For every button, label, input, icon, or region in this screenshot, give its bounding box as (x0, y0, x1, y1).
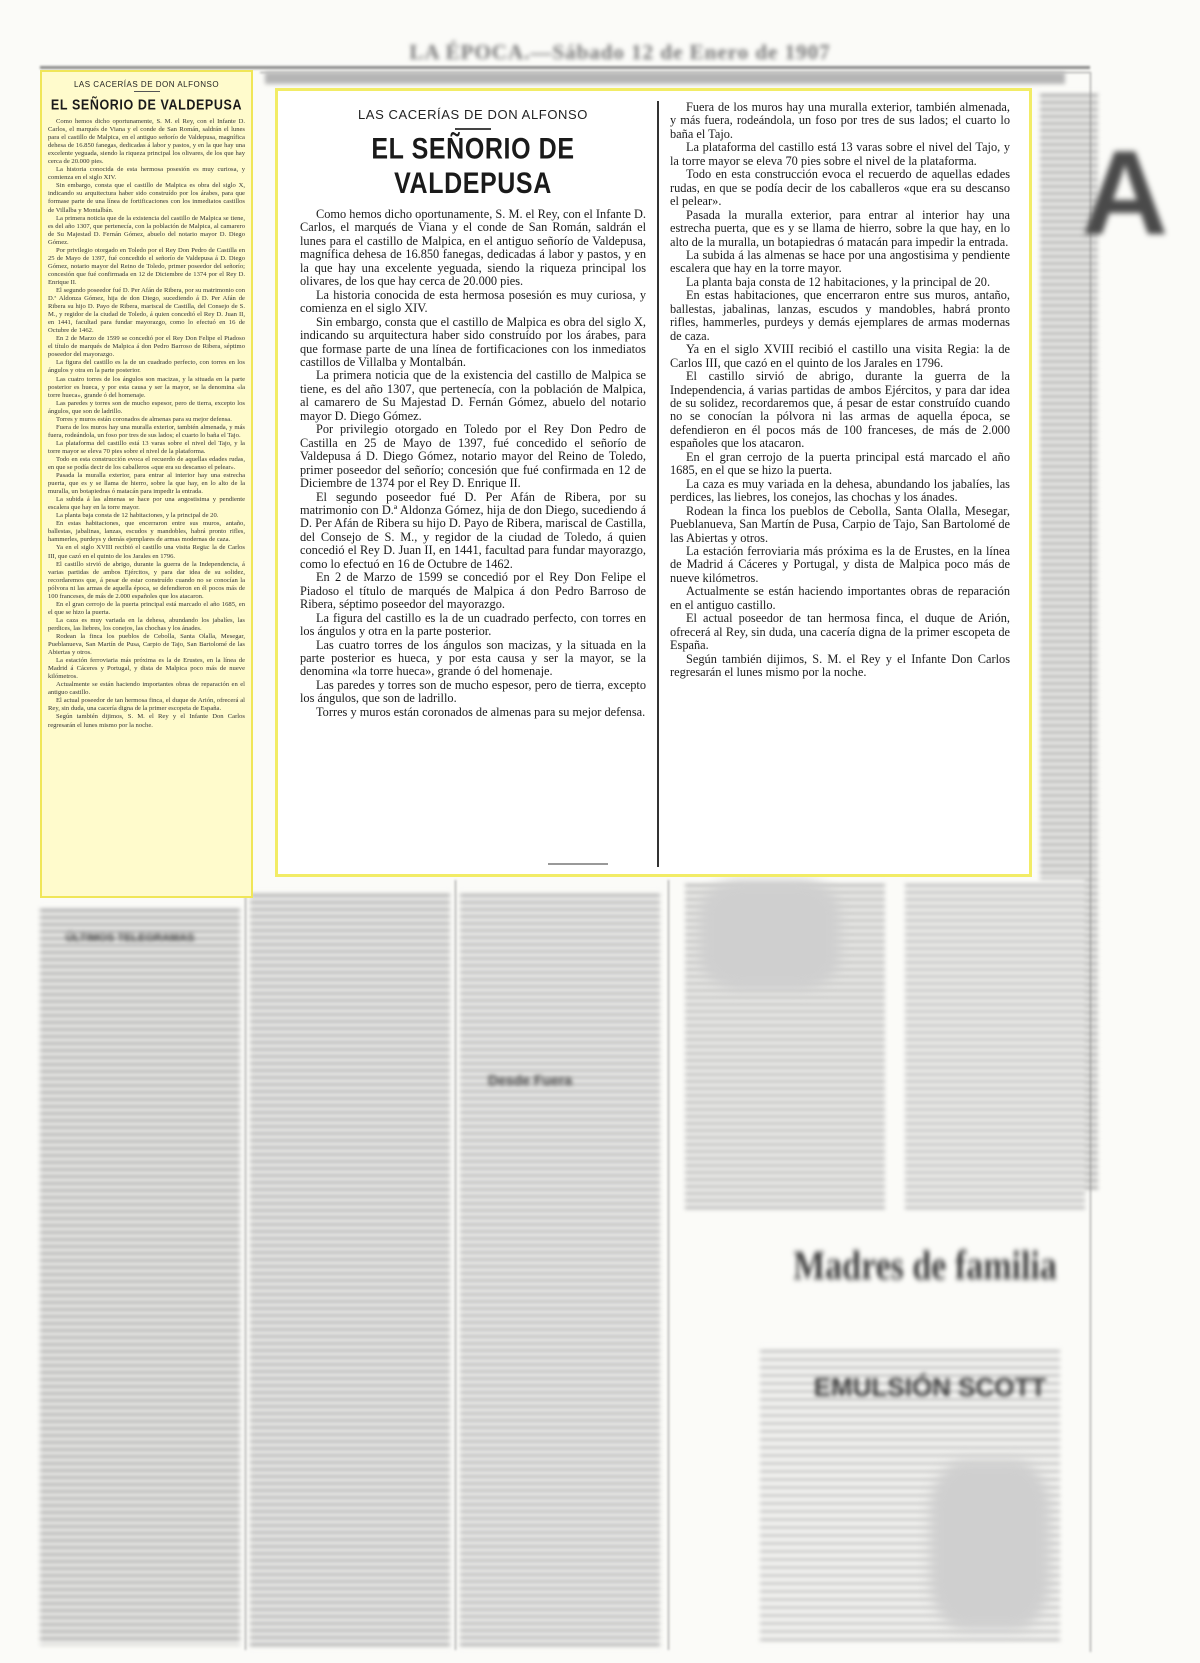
background-column (250, 890, 450, 1650)
column-divider (657, 101, 659, 867)
small-paragraph: En el gran cerrojo de la puerta principal está marcado el año 1685, en el que se hizo la puerta. (48, 600, 245, 616)
small-paragraph: Ya en el siglo XVIII recibió el castillo una visita Regia: la de Carlos III, que cazó en el quinto de los Jarales en 1796. (48, 544, 245, 560)
small-paragraph: La caza es muy variada en la dehesa, abundando los jabalíes, las perdices, las liebres, los conejos, las chochas y los ánades. (48, 616, 245, 632)
madres-heading: Madres de familia (793, 1244, 1057, 1289)
column-rule (668, 880, 669, 1650)
small-paragraph: Las paredes y torres son de mucho espesor, pero de tierra, excepto los ángulos, que son de ladrillo. (48, 399, 245, 415)
article-paragraph: Las cuatro torres de los ángulos son macizas, y la situada en la parte posterior es hueca, y por esta causa y ser la mayor, se la denomina «la torre hueca», grande ó del homenaje. (300, 637, 646, 679)
masthead-rule (40, 66, 1090, 69)
small-kicker: LAS CACERÍAS DE DON ALFONSO (73, 80, 220, 89)
small-paragraph: El segundo poseedor fué D. Per Afán de Ribera, por su matrimonio con D.ª Aldonza Gómez, hija de don Diego, sucediendo á D. Per Afán de Ribera su hijo D. Payo de Ribera, mariscal de Castilla, del Consejo de S. M., y regidor de la ciudad de Toledo, á quien concedió el Rey D. Juan II, en 1441, facultad para fundar mayorazgo, como lo efectuó en 16 de Octubre de 1462. (48, 286, 245, 335)
small-paragraph: Fuera de los muros hay una muralla exterior, también almenada, y más fuera, rodeándola, un foso por tres de sus lados; el cuarto lo baña el Tajo. (48, 423, 245, 439)
column-rule (455, 880, 456, 1650)
small-paragraph: Pasada la muralla exterior, para entrar al interior hay una estrecha puerta, que es y se llama de hierro, sobre la que hay, en lo alto de la muralla, un botapiedras ó matacán para impedir la entrada. (48, 472, 245, 496)
article-paragraph: Las paredes y torres son de mucho espesor, pero de tierra, excepto los ángulos, que son de ladrillo. (300, 677, 646, 706)
small-paragraph: La estación ferroviaria más próxima es la de Erustes, en la línea de Madrid á Cáceres y Portugal, y dista de Malpica poco más de nueve kilómetros. (48, 657, 245, 681)
article-paragraph: La figura del castillo es la de un cuadrado perfecto, con torres en los ángulos y otra en la parte posterior. (300, 610, 646, 639)
article-paragraph: La planta baja consta de 12 habitaciones, y la principal de 20. (686, 274, 991, 289)
article-paragraph: Por privilegio otorgado en Toledo por el Rey Don Pedro de Castilla en 25 de Mayo de 1397, fué concedido el señorío de Valdepusa á D. Diego Gómez, notario mayor del Reino de Toledo, primer poseedor del señorío; concesión que fué confirmada en 12 de Diciembre de 1374 por el Rey D. Enrique II. (300, 422, 646, 491)
small-body (48, 118, 245, 730)
small-paragraph: La plataforma del castillo está 13 varas sobre el nivel del Tajo, y la torre mayor se eleva 70 pies sobre el nivel de la plataforma. (48, 439, 245, 455)
article-paragraph: Según también dijimos, S. M. el Rey y el Infante Don Carlos regresarán el lunes mismo por la noche. (670, 651, 1010, 680)
article-paragraph: En 2 de Marzo de 1599 se concedió por el Rey Don Felipe el Piadoso el título de marqués de Malpica á don Pedro Barroso de Ribera, séptimo poseedor del mayorazgo. (300, 570, 646, 612)
small-paragraph: Por privilegio otorgado en Toledo por el Rey Don Pedro de Castilla en 25 de Mayo de 1397, fué concedido el señorío de Valdepusa á D. Diego Gómez, notario mayor del Reino de Toledo, primer poseedor del señorío; concesión que fué confirmada en 12 de Diciembre de 1374 por el Rey D. Enrique II. (48, 246, 245, 286)
small-title: EL SEÑORIO DE VALDEPUSA (50, 96, 243, 114)
small-paragraph: La primera noticia que de la existencia del castillo de Malpica se tiene, es del año 1307, que pertenecía, con la población de Malpica, al camarero de Su Majestad D. Fernán Gómez, abuelo del notario mayor D. Diego Gómez. (48, 214, 245, 246)
column-rule (1090, 72, 1091, 1652)
article-paragraph: Rodean la finca los pueblos de Cebolla, Santa Olalla, Mesegar, Pueblanueva, San Martín de Pusa, Carpio de Tajo, San Bartolomé de las Abiertas y otros. (670, 503, 1010, 545)
original-column-highlight (40, 70, 253, 898)
article-paragraph: Sin embargo, consta que el castillo de Malpica es obra del siglo X, indicando su arquitectura haber sido construído por los árabes, para que formase parte de una línea de fortificaciones con los inmediatos castillos de Villalba y Montalbán. (300, 314, 646, 369)
small-paragraph: Rodean la finca los pueblos de Cebolla, Santa Olalla, Mesegar, Pueblanueva, San Martín de Pusa, Carpio de Tajo, San Bartolomé de las Abiertas y otros. (48, 633, 245, 657)
article-paragraph: Todo en esta construcción evoca el recuerdo de aquellas edades rudas, en que se podía decir de los caballeros «que era su descanso el pelear». (670, 167, 1010, 209)
small-paragraph: Actualmente se están haciendo importantes obras de reparación en el antiguo castillo. (48, 681, 245, 697)
small-short-rule (134, 91, 160, 92)
small-paragraph: Según también dijimos, S. M. el Rey y el Infante Don Carlos regresarán el lunes mismo por la noche. (48, 713, 245, 729)
article-left-column (300, 105, 646, 719)
article-kicker: LAS CACERÍAS DE DON ALFONSO (357, 107, 589, 122)
small-paragraph: Todo en esta construcción evoca el recuerdo de aquellas edades rudas, en que se podía decir de los caballeros «que era su descanso el pelear». (48, 455, 245, 472)
article-title: EL SEÑORIO DE VALDEPUSA (371, 132, 575, 201)
emulsion-heading: EMULSIÓN SCOTT (813, 1372, 1047, 1402)
article-paragraph: La caza es muy variada en la dehesa, abundando los jabalíes, las perdices, las liebres, los conejos, las chochas y los ánades. (670, 476, 1010, 505)
large-initial-letter: A (1081, 126, 1169, 260)
article-paragraph: La subida á las almenas se hace por una angostisima y pendiente escalera que hay en la torre mayor. (670, 247, 1010, 276)
small-paragraph: Las cuatro torres de los ángulos son macizas, y la situada en la parte posterior es hueca, y por esta causa y ser la mayor, se la denomina «la torre hueca», grande ó del homenaje. (48, 375, 245, 399)
article-paragraph: El segundo poseedor fué D. Per Afán de Ribera, por su matrimonio con D.ª Aldonza Gómez, hija de don Diego, sucediendo á D. Per Afán de Ribera su hijo D. Payo de Ribera, mariscal de Castilla, del Consejo de S. M., y regidor de la ciudad de Toledo, á quien concedió el Rey D. Juan II, en 1441, facultad para fundar mayorazgo, como lo efectuó en 16 de Octubre de 1462. (300, 489, 646, 571)
engraving (700, 880, 840, 990)
small-paragraph: En estas habitaciones, que encerraron entre sus muros, antaño, ballestas, jabalinas, lanzas, escudos y mandobles, habrá pronto rifles, hammerles, purdeys y demás ejemplares de armas modernas de caza. (48, 520, 245, 544)
background-column (460, 890, 660, 1650)
column-end-mark (548, 863, 608, 865)
small-paragraph: El actual poseedor de tan hermosa finca, el duque de Arión, ofrecerá al Rey, sin duda, una cacería digna de la primer escopeta de España. (48, 697, 245, 713)
article-paragraph: Pasada la muralla exterior, para entrar al interior hay una estrecha puerta, que es y se llama de hierro, sobre la que hay, en lo alto de la muralla, un botapiedras ó matacán para impedir la entrada. (670, 207, 1010, 249)
article-paragraph: El actual poseedor de tan hermosa finca, el duque de Arión, ofrecerá al Rey, sin duda, una cacería digna de la primer escopeta de España. (670, 611, 1010, 653)
small-paragraph: Torres y muros están coronados de almenas para su mejor defensa. (56, 415, 232, 423)
background-column (905, 880, 1085, 1210)
masthead: LA ÉPOCA.—Sábado 12 de Enero de 1907 (409, 40, 831, 64)
article-paragraph: La primera noticia que de la existencia del castillo de Malpica se tiene, es del año 1307, que pertenecía, con la población de Malpica, al camarero de Su Majestad D. Fernán Gómez, abuelo del notario mayor D. Diego Gómez. (300, 368, 646, 423)
background-column (40, 905, 240, 1645)
kicker-rule (455, 128, 491, 130)
small-paragraph: La historia conocida de esta hermosa posesión es muy curiosa, y comienza en el siglo XIV. (48, 166, 245, 182)
article-paragraph: En el gran cerrojo de la puerta principal está marcado el año 1685, en el que se hizo la puerta. (670, 449, 1010, 478)
article-paragraph: El castillo sirvió de abrigo, durante la guerra de la Independencia, á varias partidas de ambos Ejércitos, y para dar idea de su solidez, recordaremos que, á pesar de estar construído cuando no se conocían la pólvora ni las armas de aquella época, se defendieron en él pocos más de 100 franceses, de más de 2.000 españoles que los atacaron. (670, 369, 1010, 451)
column-rule (245, 880, 246, 1650)
article-paragraph: Ya en el siglo XVIII recibió el castillo una visita Regia: la de Carlos III, que cazó en el quinto de los Jarales en 1796. (670, 342, 1010, 370)
small-paragraph: El castillo sirvió de abrigo, durante la guerra de la Independencia, á varias partidas de ambos Ejércitos, y para dar idea de su solidez, recordaremos que, á pesar de estar construído cuando no se conocían la pólvora ni las armas de aquella época, se defendieron en él pocos más de 100 franceses, de más de 2.000 españoles que los atacaron. (48, 560, 245, 600)
small-paragraph: La planta baja consta de 12 habitaciones, y la principal de 20. (56, 512, 219, 520)
telegramas-heading: ÚLTIMOS TELEGRAMAS (65, 932, 195, 944)
small-paragraph: Como hemos dicho oportunamente, S. M. el Rey, con el Infante D. Carlos, el marqués de Viana y el conde de San Román, saldrán el lunes para el castillo de Malpica, en el antiguo señorío de Valdepusa, magnífica dehesa de 16.850 fanegas, dedicadas á labor y pastos, y en la que hay una excelente yeguada, siendo la riqueza principal los olivares, de los que hay cerca de 20.000 pies. (48, 118, 245, 166)
article-paragraph: Fuera de los muros hay una muralla exterior, también almenada, y más fuera, rodeándola, un foso por tres de sus lados; el cuarto lo baña el Tajo. (670, 100, 1010, 141)
article-paragraph: La estación ferroviaria más próxima es la de Erustes, en la línea de Madrid á Cáceres y Portugal, y dista de Malpica poco más de nueve kilómetros. (670, 543, 1010, 585)
small-paragraph: La figura del castillo es la de un cuadrado perfecto, con torres en los ángulos y otra en la parte posterior. (48, 359, 245, 375)
article-paragraph: Torres y muros están coronados de almenas para su mejor defensa. (316, 704, 646, 719)
article-paragraph: Como hemos dicho oportunamente, S. M. el Rey, con el Infante D. Carlos, el marqués de Viana y el conde de San Román, saldrán el lunes para el castillo de Malpica, en el antiguo señorío de Valdepusa, magnífica dehesa de 16.850 fanegas, dedicadas á labor y pastos, y en la que hay una excelente yeguada, siendo la riqueza principal los olivares, de los que hay cerca de 20.000 pies. (300, 207, 646, 289)
background-column (265, 72, 1065, 84)
article-paragraph: La historia conocida de esta hermosa posesión es muy curiosa, y comienza en el siglo XIV. (300, 287, 646, 316)
engraving (930, 1460, 1050, 1630)
article-paragraph: La plataforma del castillo está 13 varas sobre el nivel del Tajo, y la torre mayor se eleva 70 pies sobre el nivel de la plataforma. (670, 140, 1010, 168)
article-right-column (670, 101, 1010, 679)
article-paragraph: En estas habitaciones, que encerraron entre sus muros, antaño, ballestas, jabalinas, lanzas, escudos y mandobles, habrá pronto rifles, hammerles, purdeys y demás ejemplares de armas modernas de caza. (670, 288, 1010, 343)
small-paragraph: La subida á las almenas se hace por una angostisima y pendiente escalera que hay en la torre mayor. (48, 496, 245, 512)
article-clipping (275, 88, 1032, 877)
small-paragraph: En 2 de Marzo de 1599 se concedió por el Rey Don Felipe el Piadoso el título de marqués de Malpica á don Pedro Barroso de Ribera, séptimo poseedor del mayorazgo. (48, 335, 245, 359)
desde-heading: Desde Fuera (487, 1072, 573, 1088)
article-paragraph: Actualmente se están haciendo importantes obras de reparación en el antiguo castillo. (670, 584, 1010, 612)
small-paragraph: Sin embargo, consta que el castillo de Malpica es obra del siglo X, indicando su arquitectura haber sido construído por los árabes, para que formase parte de una línea de fortificaciones con los inmediatos castillos de Villalba y Montalbán. (48, 182, 245, 214)
